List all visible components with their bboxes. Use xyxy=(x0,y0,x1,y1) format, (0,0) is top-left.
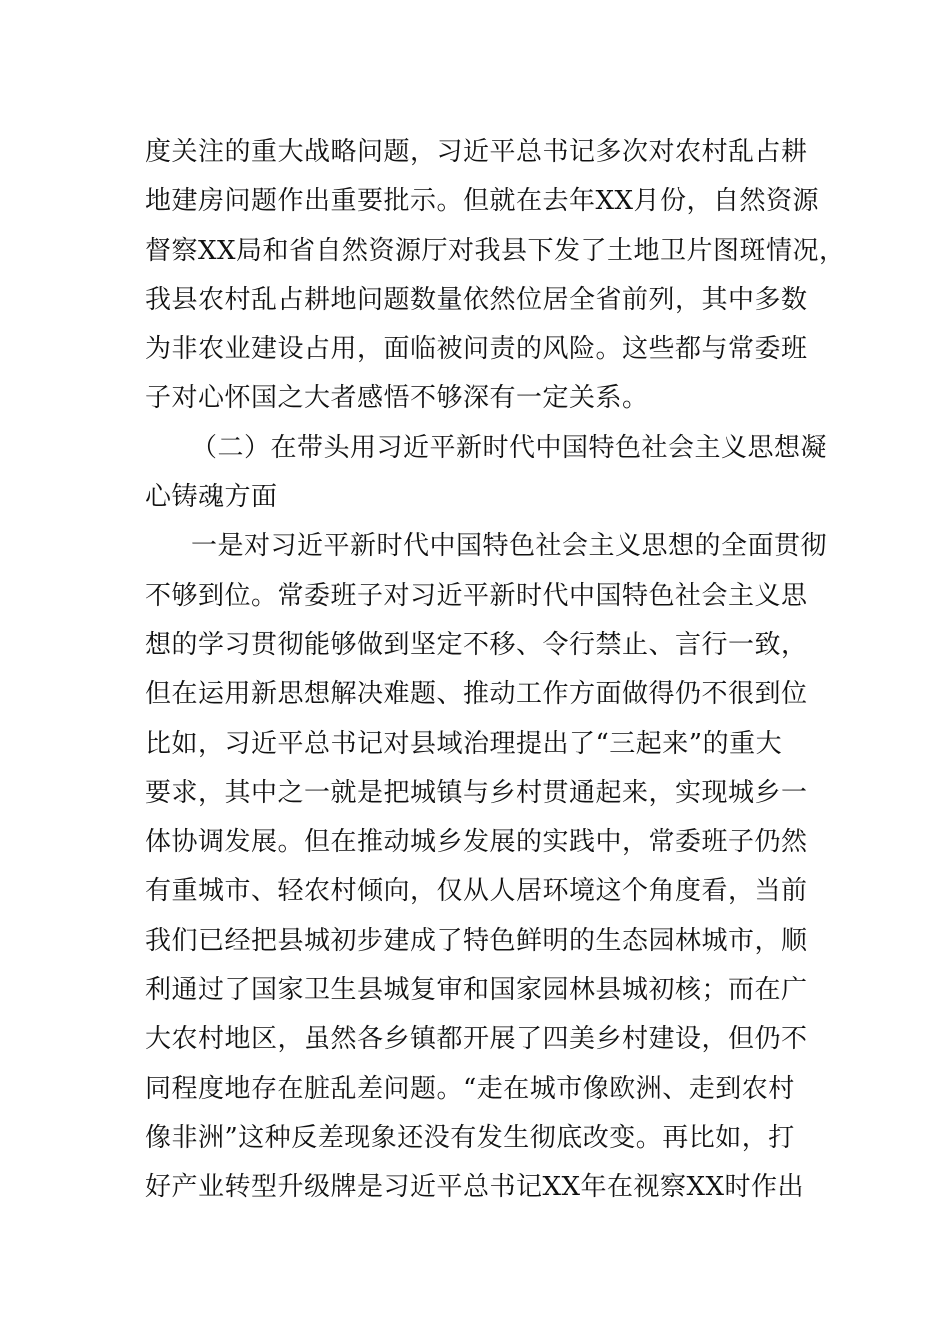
text-line-2: 地建房问题作出重要批示。但就在去年XX月份，自然资源 xyxy=(145,186,820,217)
text-line-21: 像非洲”这种反差现象还没有发生彻底改变。再比如，打 xyxy=(145,1122,795,1153)
text-line-10: 不够到位。常委班子对习近平新时代中国特色社会主义思 xyxy=(145,580,808,611)
text-line-3: 督察XX局和省自然资源厅对我县下发了土地卫片图斑情况， xyxy=(145,235,846,266)
text-line-12: 但在运用新思想解决难题、推动工作方面做得仍不很到位 xyxy=(145,679,808,710)
text-line-5: 为非农业建设占用，面临被问责的风险。这些都与常委班 xyxy=(145,334,808,365)
section-heading-line-1: （二）在带头用习近平新时代中国特色社会主义思想凝 xyxy=(191,432,828,463)
text-line-1: 度关注的重大战略问题，习近平总书记多次对农村乱占耕 xyxy=(145,137,808,167)
text-line-20: 同程度地存在脏乱差问题。“走在城市像欧洲、走到农村 xyxy=(145,1073,795,1104)
body-text xyxy=(145,128,846,1213)
text-line-16: 有重城市、轻农村倾向，仅从人居环境这个角度看，当前 xyxy=(145,876,808,907)
text-line-6: 子对心怀国之大者感悟不够深有一定关系。 xyxy=(145,383,649,414)
text-line-19: 大农村地区，虽然各乡镇都开展了四美乡村建设，但仍不 xyxy=(145,1024,808,1055)
text-line-15: 体协调发展。但在推动城乡发展的实践中，常委班子仍然 xyxy=(145,827,808,858)
text-line-18: 利通过了国家卫生县城复审和国家园林县城初核；而在广 xyxy=(145,975,808,1006)
text-line-11: 想的学习贯彻能够做到坚定不移、令行禁止、言行一致， xyxy=(145,629,808,660)
text-line-22: 好产业转型升级牌是习近平总书记XX年在视察XX时作出 xyxy=(145,1172,805,1203)
text-line-9: 一是对习近平新时代中国特色社会主义思想的全面贯彻 xyxy=(191,531,828,562)
section-heading-line-2: 心铸魂方面 xyxy=(145,482,278,513)
text-line-14: 要求，其中之一就是把城镇与乡村贯通起来，实现城乡一 xyxy=(145,777,808,808)
text-line-13: 比如，习近平总书记对县域治理提出了“三起来”的重大 xyxy=(145,728,783,759)
text-line-17: 我们已经把县城初步建成了特色鲜明的生态园林城市，顺 xyxy=(145,925,808,956)
text-line-4: 我县农村乱占耕地问题数量依然位居全省前列，其中多数 xyxy=(145,284,808,315)
